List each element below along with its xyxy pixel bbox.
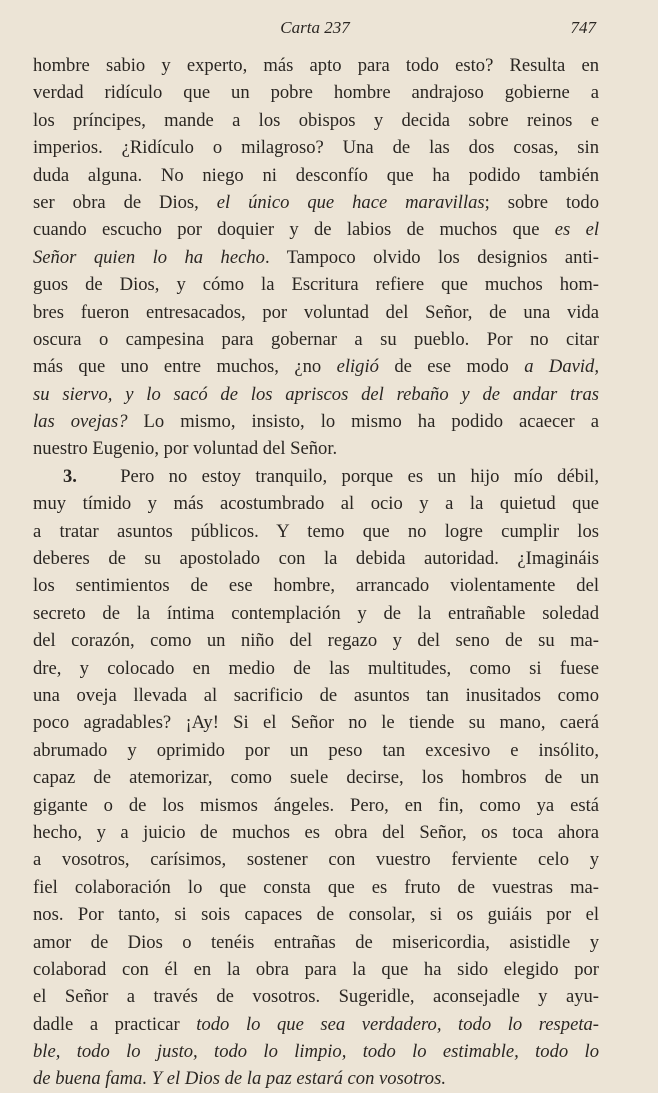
text-run: guos de Dios, y cómo la Escritura refiere que muchos hom- [33,274,599,296]
text-line [33,1038,599,1065]
text-line [33,956,599,983]
italic-text: ble, todo lo justo, todo lo limpio, todo lo estimable, todo lo [33,1041,599,1063]
text-line [33,52,599,79]
text-line [33,244,599,271]
text-run: nuestro Eugenio, por voluntad del Señor. [33,438,338,460]
text-run: dadle a practicar [33,1013,197,1035]
text-line [33,655,599,682]
text-line [33,1011,599,1038]
text-line [33,819,599,846]
text-run: a vosotros, carísimos, sostener con vuestro ferviente celo y [33,849,599,871]
text-run: abrumado y oprimido por un peso tan excesivo e insólito, [33,739,599,761]
paragraph-number: 3. [63,465,77,487]
text-run: a tratar asuntos públicos. Y temo que no logre cumplir los [33,520,599,542]
text-run: duda alguna. No niego ni desconfío que ha podido también [33,164,599,186]
text-line [33,874,599,901]
text-line [33,545,599,572]
text-run: una oveja llevada al sacrificio de asuntos tan inusitados como [33,684,599,706]
text-line [33,792,599,819]
text-line [33,490,599,517]
text-run: gigante o de los mismos ángeles. Pero, en fin, como ya está [33,794,599,816]
italic-text: su siervo, y lo sacó de los apriscos del rebaño y de andar tras [33,383,599,405]
text-run: deberes de su apostolado con la debida autoridad. ¿Imagináis [33,548,599,570]
italic-text: de buena fama. Y el Dios de la paz estará con vosotros. [33,1068,446,1090]
text-line [33,299,599,326]
text-line [33,162,599,189]
text-line [33,79,599,106]
text-run: . Tampoco olvido los designios anti- [264,246,599,268]
text-run: verdad ridículo que un pobre hombre andrajoso gobierne a [33,82,599,104]
text-run: colaborad con él en la obra para la que ha sido elegido por [33,958,599,980]
italic-text: eligió [336,356,379,378]
text-line [33,435,599,462]
letter-body-text [33,52,599,1093]
text-line [33,216,599,243]
text-run: ser obra de Dios, [33,191,217,213]
text-line [33,929,599,956]
text-line [33,463,599,490]
text-line [33,901,599,928]
text-run: capaz de atemorizar, como suele decirse, los hombros de un [33,767,599,789]
text-run: los príncipes, mande a los obispos y decida sobre reinos e [33,109,599,131]
text-run: secreto de la íntima contemplación y de la entrañable soledad [33,602,599,624]
text-line [33,709,599,736]
text-line [33,737,599,764]
text-run: hombre sabio y experto, más apto para todo esto? Resulta en [33,55,599,76]
italic-text: las ovejas? [33,411,128,433]
text-line [33,381,599,408]
text-run: oscura o campesina para gobernar a su pueblo. Por no citar [33,328,599,350]
running-header [34,14,596,42]
text-run: poco agradables? ¡Ay! Si el Señor no le tiende su mano, caerá [33,712,599,734]
text-run: Pero no estoy tranquilo, porque es un hijo mío débil, [120,465,599,487]
running-title: Carta 237 [280,18,350,37]
text-run: hecho, y a juicio de muchos es obra del Señor, os toca ahora [33,821,599,843]
italic-text: Señor quien lo ha hecho [33,246,265,268]
text-line [33,408,599,435]
text-run: muy tímido y más acostumbrado al ocio y a la quietud que [33,493,599,515]
text-line [33,189,599,216]
text-line [33,846,599,873]
page-number: 747 [570,18,596,37]
text-line [33,518,599,545]
text-run: de ese modo [378,356,525,378]
text-line [33,600,599,627]
text-line [33,983,599,1010]
text-run: dre, y colocado en medio de las multitudes, como si fuese [33,657,599,679]
italic-text: a David, [524,356,599,378]
text-line [33,353,599,380]
text-line [33,764,599,791]
text-line [33,134,599,161]
text-run: amor de Dios o tenéis entrañas de misericordia, asistidle y [33,931,599,953]
text-line [33,1065,599,1092]
text-run: el Señor a través de vosotros. Sugeridle, aconsejadle y ayu- [33,986,599,1008]
text-run: Lo mismo, insisto, lo mismo ha podido acaecer a [127,411,599,433]
text-run: más que uno entre muchos, ¿no [33,356,337,378]
text-line [33,326,599,353]
text-run: bres fueron entresacados, por voluntad del Señor, de una vida [33,301,599,323]
text-line [33,572,599,599]
italic-text: todo lo que sea verdadero, todo lo respeta- [196,1013,599,1035]
text-run: ; sobre todo [484,191,599,213]
italic-text: es el [554,219,599,241]
text-run: del corazón, como un niño del regazo y del seno de su ma- [33,630,599,652]
text-run: fiel colaboración lo que consta que es fruto de vuestras ma- [33,876,599,898]
text-line [33,682,599,709]
text-run: nos. Por tanto, si sois capaces de consolar, si os guiáis por el [33,904,599,926]
text-run: imperios. ¿Ridículo o milagroso? Una de las dos cosas, sin [33,137,599,159]
italic-text: el único que hace maravillas [216,191,485,213]
text-line [33,627,599,654]
text-line [33,271,599,298]
text-line [33,107,599,134]
text-run: cuando escucho por doquier y de labios de muchos que [33,219,555,241]
text-run: los sentimientos de ese hombre, arrancado violentamente del [33,575,599,597]
